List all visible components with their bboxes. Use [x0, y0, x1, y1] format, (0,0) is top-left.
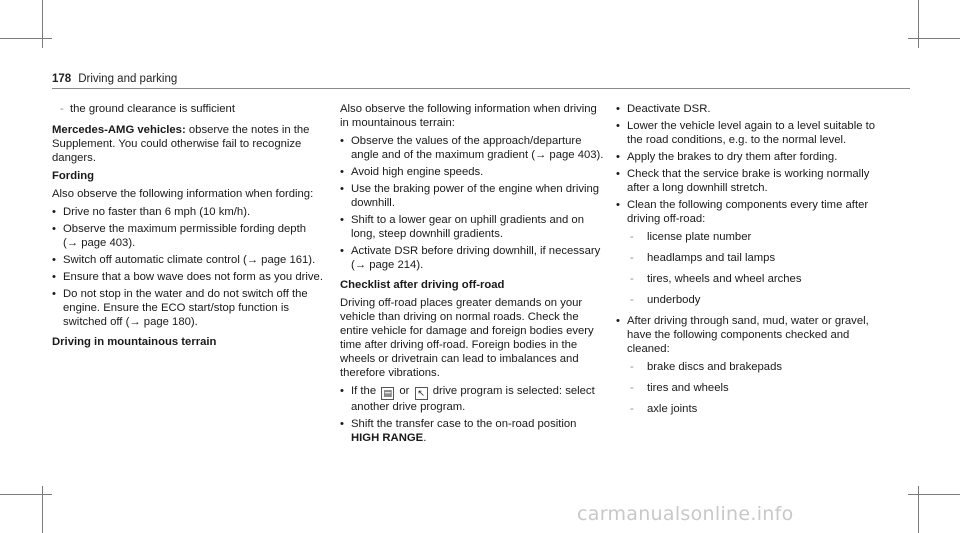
header-divider — [52, 88, 910, 89]
crop-mark — [0, 494, 52, 495]
sublist-item: - license plate number — [627, 230, 886, 244]
list-item: • Shift to a lower gear on uphill gradients and on long, steep downhill gradients. — [340, 213, 605, 241]
list-item: • Ensure that a bow wave does not form as you drive. — [52, 270, 324, 284]
program-prefix: If the — [351, 385, 380, 397]
mountain-heading: Driving in mountainous terrain — [52, 336, 217, 348]
sublist-item: - brake discs and brakepads — [627, 360, 886, 374]
clean-sublist — [627, 230, 886, 307]
fording-list — [52, 205, 324, 329]
list-item: • Drive no faster than 6 mph (10 km/h). — [52, 205, 324, 219]
fording-intro: Also observe the following information when fording: — [52, 188, 314, 200]
list-item: • Do not stop in the water and do not switch off the engine. Ensure the ECO start/stop function is switched off (→ page 180). — [52, 287, 324, 329]
program-suffix: drive program is selected: select another drive program. — [351, 385, 595, 413]
amg-text: observe the notes in the Supplement. You could otherwise fail to recognize dangers. — [52, 124, 310, 164]
column-right — [616, 102, 886, 423]
mountain-list — [340, 134, 605, 272]
sublist-item: - tires and wheels — [627, 381, 886, 395]
checklist-heading: Checklist after driving off-road — [340, 279, 505, 291]
section-title: Driving and parking — [78, 73, 178, 85]
sublist-item: - underbody — [627, 293, 886, 307]
crop-mark — [0, 38, 52, 39]
amg-note — [52, 123, 324, 165]
column-left — [52, 102, 324, 353]
list-item: • Apply the brakes to dry them after fording. — [616, 150, 886, 164]
clean-text: Clean the following components every time after driving off-road: — [627, 199, 869, 225]
trail-mode-icon: ↖ — [415, 387, 428, 400]
list-item: - the ground clearance is sufficient — [52, 102, 324, 116]
sublist-item: - headlamps and tail lamps — [627, 251, 886, 265]
program-or: or — [396, 385, 413, 397]
column-middle — [340, 102, 605, 448]
transfer-text: Shift the transfer case to the on-road position — [351, 418, 577, 430]
checklist-list — [340, 384, 605, 445]
list-item: • Activate DSR before driving downhill, if necessary (→ page 214). — [340, 244, 605, 272]
crop-mark — [918, 0, 919, 48]
list-item: • Switch off automatic climate control (→ page 161). — [52, 253, 324, 267]
list-item: • Observe the maximum permissible fording depth (→ page 403). — [52, 222, 324, 250]
list-item: • Use the braking power of the engine when driving downhill. — [340, 182, 605, 210]
after-list — [616, 102, 886, 416]
transfer-end: . — [423, 432, 427, 444]
rock-mode-icon: ▤ — [381, 387, 394, 400]
list-item: • Check that the service brake is working normally after a long downhill stretch. — [616, 167, 886, 195]
checklist-text: Driving off-road places greater demands on your vehicle than driving on normal roads. Check the entire vehicle for damage and foreign bodies every time after driving off-road. Foreign bodies in the wheels or drivetrain can lead to imbalances and therefore vibrations. — [340, 297, 594, 379]
list-item — [340, 384, 605, 414]
high-range-label: HIGH RANGE — [351, 432, 424, 444]
list-item — [616, 198, 886, 307]
fording-heading: Fording — [52, 170, 95, 182]
sublist-item: - tires, wheels and wheel arches — [627, 272, 886, 286]
list-item: • Avoid high engine speeds. — [340, 165, 605, 179]
amg-label: Mercedes-AMG vehicles: — [52, 124, 186, 136]
list-item — [616, 314, 886, 416]
list-item: • Deactivate DSR. — [616, 102, 886, 116]
mountain-intro: Also observe the following information when driving in mountainous terrain: — [340, 103, 597, 129]
page-number: 178 — [52, 73, 72, 85]
list-item — [340, 417, 605, 445]
list-item: • Observe the values of the approach/departure angle and of the maximum gradient (→ page 403). — [340, 134, 605, 162]
sublist-item: - axle joints — [627, 402, 886, 416]
after-text: After driving through sand, mud, water or gravel, have the following components checked and cleaned: — [627, 315, 869, 355]
continued-list — [52, 102, 324, 116]
after-sublist — [627, 360, 886, 416]
watermark: carmanualsonline.info — [577, 503, 794, 525]
crop-mark — [908, 494, 960, 495]
crop-mark — [42, 0, 43, 48]
crop-mark — [908, 38, 960, 39]
page-header — [52, 73, 177, 85]
list-item: • Lower the vehicle level again to a level suitable to the road conditions, e.g. to the normal level. — [616, 119, 886, 147]
